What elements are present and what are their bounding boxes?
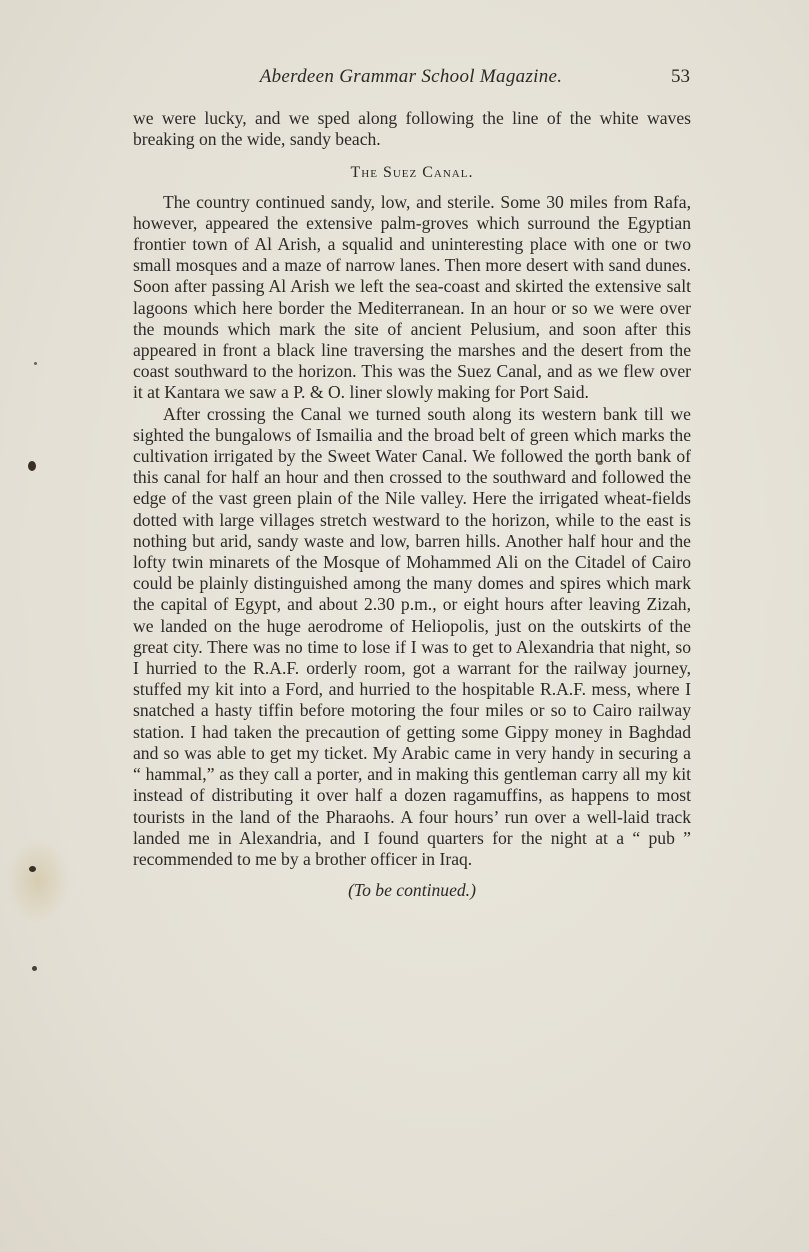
paragraph-opening: we were lucky, and we sped along following the line of the white waves breaking on the wide, sandy beach. — [133, 108, 691, 150]
continued-note: (To be continued.) — [348, 880, 476, 901]
paper-stain — [6, 838, 70, 924]
page-number: 53 — [671, 66, 690, 87]
paragraph: The country continued sandy, low, and sterile. Some 30 miles from Rafa, however, appeared the extensive palm-groves which surround the Egyptian frontier town of Al Arish, a squalid and uninteresting place with one or two small mosques and a maze of narrow lanes. Then more desert with sand dunes. Soon after passing Al Arish we left the sea-coast and skirted the extensive salt lagoons which here border the Mediterranean. In an hour or so we were over the mounds which mark the site of ancient Pelusium, and soon after this appeared in front a black line traversing the marshes and the desert from the coast southward to the horizon. This was the Suez Canal, and as we flew over it at Kantara we saw a P. & O. liner slowly making for Port Said. — [133, 191, 691, 403]
ink-speck — [32, 966, 37, 971]
ink-speck — [29, 866, 36, 872]
ink-speck — [28, 461, 36, 471]
article-body — [133, 108, 691, 901]
paragraph: After crossing the Canal we turned south along its western bank till we sighted the bungalows of Ismailia and the broad belt of green which marks the cultivation irrigated by the Sweet Water Canal. We followed the north bank of this canal for half an hour and then crossed to the southward and followed the edge of the vast green plain of the Nile valley. Here the irrigated wheat-fields dotted with large villages stretch westward to the horizon, while to the east is nothing but arid, sandy waste and low, barren hills. Another half hour and the lofty twin minarets of the Mosque of Mohammed Ali on the Citadel of Cairo could be plainly distinguished among the many domes and spires which mark the capital of Egypt, and about 2.30 p.m., or eight hours after leaving Zizah, we landed on the huge aerodrome of Heliopolis, just on the outskirts of the great city. There was no time to lose if I was to get to Alexandria that night, so I hurried to the R.A.F. orderly room, got a warrant for the railway journey, stuffed my kit into a Ford, and hurried to the hospitable R.A.F. mess, where I snatched a hasty tiffin before motoring the four miles or so to Cairo railway station. I had taken the precaution of getting some Gippy money in Baghdad and so was able to get my ticket. My Arabic came in very handy in securing a “ hammal,” as they call a porter, and in making this gentleman carry all my kit instead of distributing it over half a dozen ragamuffins, as happens to most tourists in the land of the Pharaohs. A four hours’ run over a well-laid track landed me in Alexandria, and I found quarters for the night at a “ pub ” recommended to me by a brother officer in Iraq. — [133, 403, 691, 869]
running-title: Aberdeen Grammar School Magazine. — [259, 66, 563, 87]
running-head — [132, 66, 690, 92]
section-heading: The Suez Canal. — [350, 164, 474, 182]
ink-speck — [34, 362, 37, 365]
